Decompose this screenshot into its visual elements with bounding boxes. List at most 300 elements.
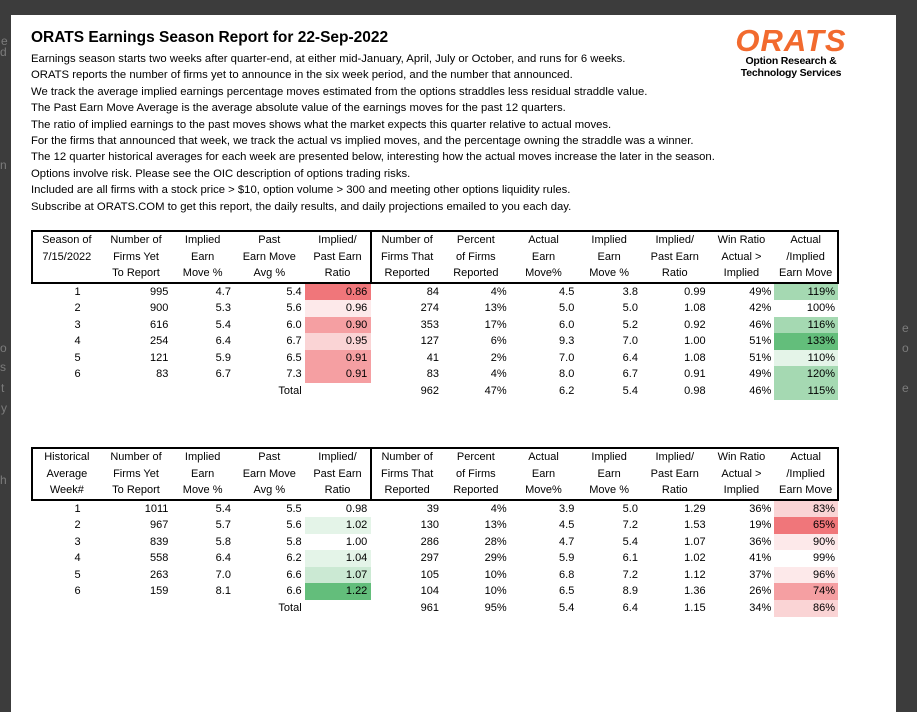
cell-past-move: 7.3 [286,368,302,381]
cell-implied-move-2: 6.7 [622,368,638,381]
side-fragment: d [0,45,7,59]
cell-ratio-2: 1.07 [684,535,706,548]
cell-win-ratio: 36% [749,535,772,548]
cell-win-ratio: 51% [749,351,772,364]
header-line: Ratio [661,267,688,279]
column-header-ratio-2 [641,448,709,500]
side-fragment: e [902,381,909,395]
column-header-implied-move-2 [577,448,641,500]
cell-actual-move: 5.9 [559,552,575,565]
header-line: Actual > [721,467,762,480]
cell-ratio-2: 0.99 [684,285,706,298]
historical-average-table [31,447,839,617]
cell-ratio: 0.95 [305,333,372,350]
cell-ratio-2: 1.00 [684,335,706,348]
cell-ratio [305,600,372,617]
cell-firms-reported: 297 [420,552,439,565]
cell-actual-move: 4.7 [559,535,575,548]
cell-firms-yet: 558 [150,552,169,565]
cell-pct-reported: 13% [484,519,507,532]
cell-week: 4 [74,552,81,565]
header-line: Actual > [721,250,762,263]
cell-ratio-2: 1.36 [684,585,706,598]
cell-week: 2 [74,302,81,315]
header-line: Actual [528,451,559,463]
header-line: Move% [525,267,562,279]
cell-actual-move: 6.8 [559,568,575,581]
cell-actual-move: 6.2 [559,385,575,398]
header-line: Earn [597,250,621,263]
cell-week: 3 [74,535,81,548]
cell-ratio: 1.22 [305,583,372,600]
cell-implied-move-2: 6.1 [622,552,638,565]
column-header-actual-move [510,231,578,283]
cell-pct-reported: 4% [490,368,507,381]
header-line: Earn [597,467,621,480]
cell-actual-implied: 116% [774,317,838,334]
side-fragment: t [1,381,5,395]
header-line: Reported [384,484,430,496]
cell-implied-move-2: 7.2 [622,568,638,581]
header-line: Move% [525,484,562,496]
cell-implied-move: 6.7 [215,368,231,381]
cell-past-move: 5.6 [286,519,302,532]
cell-win-ratio: 26% [749,585,772,598]
cell-firms-yet: 263 [150,568,169,581]
cell-ratio-2: 1.15 [684,602,706,615]
table-row [32,333,838,350]
cell-pct-reported: 95% [484,602,507,615]
column-header-ratio [305,448,372,500]
cell-implied-move: 5.3 [215,302,231,315]
cell-implied-move-2: 5.4 [622,535,638,548]
column-header-ratio [305,231,372,283]
cell-pct-reported: 47% [484,385,507,398]
header-line: Implied/ [318,234,357,246]
header-line: Week# [49,484,84,496]
cell-week: 5 [74,568,81,581]
header-line: Implied [184,234,221,246]
cell-pct-reported: 29% [484,552,507,565]
header-line: Ratio [324,267,351,279]
cell-ratio-2: 1.29 [684,502,706,515]
cell-firms-yet: 995 [150,285,169,298]
header-line: Actual [790,234,821,246]
report-title: ORATS Earnings Season Report for 22-Sep-2022 [31,29,389,46]
header-line: To Report [112,267,160,279]
cell-ratio-2: 1.53 [684,519,706,532]
table-row [32,283,838,301]
header-line: Implied/ [318,451,357,463]
cell-implied-move: 5.4 [215,318,231,331]
cell-implied-move-2: 5.0 [622,502,638,515]
table-row [32,567,838,584]
cell-actual-implied: 65% [774,517,838,534]
cell-actual-move: 5.4 [559,602,575,615]
cell-firms-reported: 83 [426,368,439,381]
cell-pct-reported: 10% [484,585,507,598]
cell-firms-reported: 353 [420,318,439,331]
header-line: Actual [790,451,821,463]
header-line: Earn [531,467,556,480]
side-fragment: e [902,321,909,335]
header-line: Reported [384,267,430,279]
column-header-actual-implied [774,231,838,283]
report-page [11,15,896,712]
column-header-implied-move-2 [577,231,641,283]
cell-ratio: 1.04 [305,550,372,567]
column-header-firms-yet [101,448,172,500]
header-line: Implied [184,451,221,463]
table-row [32,550,838,567]
header-line: Past Earn [650,250,699,263]
cell-implied-move-2: 5.2 [622,318,638,331]
column-header-actual-move [510,448,578,500]
cell-ratio: 1.07 [305,567,372,584]
cell-implied-move: 6.4 [215,552,231,565]
column-header-ratio-2 [641,231,709,283]
column-header-firms-reported [371,231,442,283]
header-line: Past [258,234,281,246]
cell-ratio-2: 1.12 [684,568,706,581]
header-line: Reported [453,267,499,279]
cell-week: 6 [74,368,81,381]
cell-firms-yet: 967 [150,519,169,532]
cell-implied-move: 5.8 [215,535,231,548]
cell-pct-reported: 13% [484,302,507,315]
cell-past-move: 6.6 [286,585,302,598]
intro-line: We track the average implied earnings percentage moves estimated from the options straddles less residual straddle value. [31,85,648,98]
orats-wordmark-icon [735,23,847,58]
cell-firms-reported: 961 [420,602,439,615]
header-line: Implied [723,267,760,279]
intro-line: The ratio of implied earnings to the past moves shows what the market expects this quarter relative to actual moves. [31,118,612,131]
cell-actual-move: 4.5 [559,285,575,298]
cell-pct-reported: 28% [484,535,507,548]
cell-actual-implied: 99% [812,552,835,565]
cell-ratio-2: 1.08 [684,302,706,315]
column-header-week [32,231,101,283]
total-row [32,383,838,400]
cell-past-move: 5.6 [286,302,302,315]
cell-actual-move: 5.0 [559,302,575,315]
cell-win-ratio: 37% [749,568,772,581]
header-line: Number of [381,234,433,246]
header-line: of Firms [455,250,496,263]
intro-line: Earnings season starts two weeks after quarter-end, at either mid-January, April, July or October, and runs for 6 weeks. [31,53,626,65]
side-fragment: h [0,473,7,487]
cell-week: 6 [74,585,81,598]
side-fragment: o [902,341,909,355]
cell-week: 3 [74,318,81,331]
cell-win-ratio: 49% [749,368,772,381]
cell-firms-reported: 286 [420,535,439,548]
cell-actual-move: 6.5 [559,585,575,598]
cell-implied-move: 4.7 [215,285,231,298]
cell-pct-reported: 17% [484,318,507,331]
total-row [32,600,838,617]
header-line: Past Earn [313,250,362,263]
cell-actual-implied: 74% [774,583,838,600]
cell-past-move: 6.6 [286,568,302,581]
cell-win-ratio: 51% [749,335,772,348]
cell-week: 1 [74,285,81,298]
cell-implied-move-2: 5.4 [622,385,638,398]
cell-implied-move [171,600,234,617]
cell-firms-yet: 1011 [144,502,169,515]
header-line: Avg % [253,267,286,279]
cell-firms-yet: 159 [150,585,169,598]
cell-week: 2 [74,519,81,532]
cell-firms-yet [101,383,172,400]
cell-firms-reported: 130 [420,519,439,532]
intro-line: The 12 quarter historical averages for each week are presented below, interesting how the actual moves increase the later in the season. [31,151,715,164]
column-header-win-ratio [709,448,775,500]
header-line: Earn Move [779,267,833,279]
header-line: of Firms [455,467,496,480]
cell-week: 1 [74,502,81,515]
intro-line: For the firms that announced that week, we track the actual vs implied moves, and the percentage owning the straddle was a winner. [31,135,694,148]
cell-ratio: 0.91 [305,366,372,383]
cell-implied-move: 7.0 [215,568,231,581]
svg-text:ORATS: ORATS [735,23,847,58]
column-header-pct-reported [442,448,510,500]
header-line: Win Ratio [717,451,766,463]
cell-firms-yet: 616 [150,318,169,331]
header-line: Number of [381,451,433,463]
header-line: Firms That [380,467,434,480]
intro-line: ORATS reports the number of firms yet to announce in the six week period, and the number that announced. [31,69,573,82]
cell-actual-implied: 120% [774,366,838,383]
table-row [32,534,838,551]
cell-actual-implied: 96% [774,567,838,584]
table-row [32,366,838,383]
cell-ratio-2: 0.92 [684,318,706,331]
cell-pct-reported: 10% [484,568,507,581]
logo-tagline-2: Technology Services [740,67,842,79]
cell-win-ratio: 19% [749,519,772,532]
cell-actual-implied: 100% [806,302,835,315]
cell-firms-reported: 104 [420,585,439,598]
header-line: Implied/ [655,234,695,246]
header-line: Firms Yet [113,250,159,263]
cell-pct-reported: 4% [490,285,507,298]
cell-actual-move: 9.3 [559,335,575,348]
cell-ratio-2: 1.02 [684,552,706,565]
cell-actual-implied: 90% [774,534,838,551]
cell-win-ratio: 34% [749,602,772,615]
cell-win-ratio: 42% [749,302,772,315]
column-header-win-ratio [709,231,775,283]
cell-implied-move-2: 7.0 [622,335,638,348]
table-row [32,517,838,534]
cell-actual-implied: 83% [774,500,838,518]
side-fragment: e [1,34,8,48]
cell-ratio: 0.96 [305,300,372,317]
cell-actual-move: 4.5 [559,519,575,532]
header-line: Implied [591,234,627,246]
cell-past-move: 6.2 [286,552,302,565]
cell-firms-yet: 839 [150,535,169,548]
header-line: 7/15/2022 [42,250,92,263]
header-line: Implied [591,451,627,463]
cell-past-move: 6.0 [286,318,302,331]
cell-past-move: Total [278,602,302,615]
cell-actual-implied: 119% [774,283,838,301]
column-header-pct-reported [442,231,510,283]
cell-firms-yet: 254 [150,335,169,348]
cell-pct-reported: 4% [490,502,507,515]
side-fragment: o [0,341,7,355]
table-row [32,500,838,518]
cell-actual-implied: 110% [774,350,838,367]
header-line: Actual [528,234,559,246]
header-line: Earn Move [242,467,296,480]
cell-firms-reported: 962 [420,385,439,398]
cell-win-ratio: 46% [749,318,772,331]
cell-win-ratio: 46% [749,385,772,398]
cell-week [32,600,101,617]
header-line: To Report [112,484,160,496]
cell-firms-yet [101,600,172,617]
table-row [32,583,838,600]
cell-win-ratio: 36% [749,502,772,515]
column-header-past-move [234,231,305,283]
cell-firms-reported: 274 [420,302,439,315]
table-row [32,300,838,317]
cell-past-move: 5.8 [286,535,302,548]
side-fragment: s [0,360,6,374]
header-line [33,265,101,282]
header-line: Earn Move [242,250,296,263]
cell-ratio: 0.91 [305,350,372,367]
intro-line: The Past Earn Move Average is the average absolute value of the earnings moves for the past 12 quarters. [31,102,566,115]
header-line: /Implied [786,467,825,480]
column-header-firms-yet [101,231,172,283]
cell-firms-reported: 39 [426,502,439,515]
cell-implied-move-2: 5.0 [622,302,638,315]
logo-tagline-1: Option Research & [745,55,837,67]
cell-implied-move: 5.9 [215,351,231,364]
cell-week: 5 [74,351,81,364]
header-line: Percent [456,234,495,246]
cell-pct-reported: 6% [490,335,507,348]
cell-ratio: 0.98 [345,502,368,515]
cell-actual-move: 3.9 [559,502,575,515]
header-line: Season of [42,234,92,246]
cell-ratio-2: 1.08 [684,351,706,364]
header-line: Earn [191,467,215,480]
header-line: Move % [589,484,629,496]
cell-past-move: Total [278,385,302,398]
cell-win-ratio: 41% [749,552,772,565]
cell-actual-move: 6.0 [559,318,575,331]
header-line: Past Earn [313,467,362,480]
table-row [32,350,838,367]
cell-implied-move-2: 7.2 [622,519,638,532]
cell-win-ratio: 49% [749,285,772,298]
cell-firms-yet: 900 [150,302,169,315]
cell-firms-reported: 105 [420,568,439,581]
cell-implied-move: 5.7 [215,519,231,532]
header-line: Implied [723,484,760,496]
cell-implied-move-2: 6.4 [622,602,638,615]
cell-implied-move-2: 3.8 [622,285,638,298]
header-line: Past [258,451,281,463]
header-line: Percent [456,451,495,463]
cell-implied-move-2: 8.9 [622,585,638,598]
intro-line: Included are all firms with a stock price > $10, option volume > 300 and meeting other options liquidity rules. [31,184,571,197]
cell-implied-move: 5.4 [215,502,231,515]
cell-implied-move [171,383,234,400]
cell-implied-move: 6.4 [215,335,231,348]
header-line: /Implied [786,250,825,263]
intro-text [31,51,715,215]
header-line: Ratio [324,484,351,496]
cell-pct-reported: 2% [490,351,507,364]
header-line: Move % [182,267,223,279]
header-line: Implied/ [655,451,695,463]
cell-ratio-2: 0.98 [684,385,706,398]
cell-ratio: 0.90 [305,317,372,334]
cell-actual-implied: 133% [774,333,838,350]
table-row [32,317,838,334]
cell-past-move: 6.5 [286,351,302,364]
cell-ratio: 1.02 [305,517,372,534]
cell-week: 4 [74,335,81,348]
column-header-past-move [234,448,305,500]
cell-week [32,383,101,400]
header-line: Past Earn [650,467,699,480]
cell-past-move: 6.7 [286,335,302,348]
side-fragment: y [1,401,7,415]
cell-actual-move: 7.0 [559,351,575,364]
header-line: Average [46,467,88,480]
cell-firms-yet: 121 [150,351,169,364]
cell-implied-move: 8.1 [215,585,231,598]
header-line: Earn [531,250,556,263]
cell-past-move: 5.5 [286,502,302,515]
header-line: Win Ratio [717,234,766,246]
header-line: Earn [191,250,215,263]
header-line: Number of [110,234,162,246]
cell-firms-reported: 41 [426,351,439,364]
cell-past-move: 5.4 [286,285,302,298]
header-line: Number of [110,451,162,463]
intro-line: Subscribe at ORATS.COM to get this report, the daily results, and daily projections emailed to you each day. [31,200,572,213]
cell-actual-implied: 115% [774,383,838,400]
header-line: Reported [453,484,499,496]
cell-ratio: 1.00 [345,535,368,548]
column-header-firms-reported [371,448,442,500]
header-line: Firms Yet [113,467,159,480]
column-header-week [32,448,101,500]
column-header-implied-move [171,231,234,283]
cell-ratio-2: 0.91 [684,368,706,381]
intro-line: Options involve risk. Please see the OIC description of options trading risks. [31,167,411,180]
column-header-actual-implied [774,448,838,500]
header-line: Move % [182,484,223,496]
header-line: Avg % [253,484,286,496]
cell-firms-yet: 83 [156,368,169,381]
header-line: Ratio [661,484,688,496]
header-line: Firms That [380,250,434,263]
cell-actual-move: 8.0 [559,368,575,381]
cell-firms-reported: 127 [420,335,439,348]
cell-implied-move-2: 6.4 [622,351,638,364]
header-line: Earn Move [779,484,833,496]
header-line: Move % [589,267,629,279]
